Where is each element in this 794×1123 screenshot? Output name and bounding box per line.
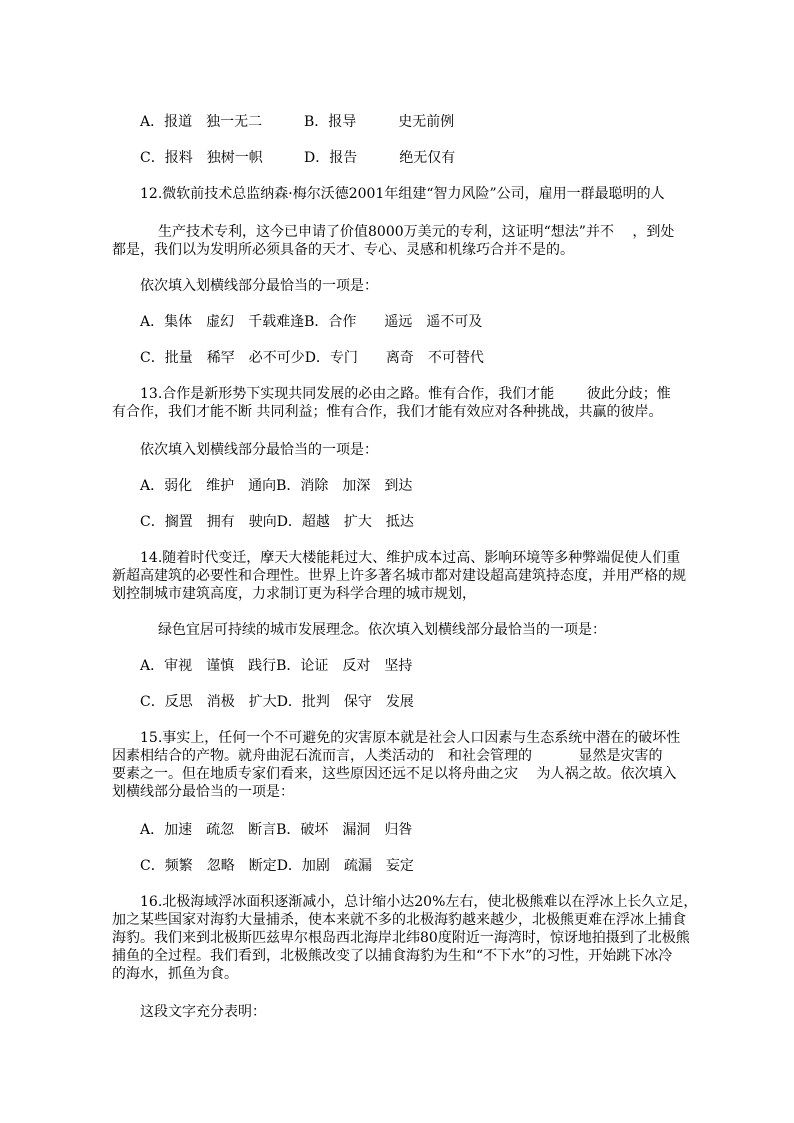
q11-option-c: C．报料 独树一帜 — [140, 150, 263, 166]
q15-options-row-2: C．频繁 忽略 断定D．加剧 疏漏 妄定 — [140, 858, 414, 874]
q14-options-row-1: A．审视 谨慎 践行B．论证 反对 坚持 — [140, 658, 413, 674]
q13-options-row-1: A．弱化 维护 通向B．消除 加深 到达 — [140, 478, 413, 494]
q16-line-5: 的海水，抓鱼为食。 — [112, 966, 238, 982]
q14-line-1: 14.随着时代变迁，摩天大楼能耗过大、维护成本过高、影响环境等多种弊端促使人们重 — [140, 550, 681, 566]
q11-option-b: B．报导 史无前例 — [304, 114, 455, 130]
q11-option-d: D．报告 绝无仅有 — [304, 150, 456, 166]
q12-line-3: 都是，我们以为发明所必须具备的天才、专心、灵感和机缘巧合并不是的。 — [112, 242, 574, 258]
q14-line-4: 绿色宜居可持续的城市发展理念。依次填入划横线部分最恰当的一项是： — [158, 622, 606, 638]
q15-line-1: 15.事实上，任何一个不可避免的灾害原本就是社会人口因素与生态系统中潜在的破坏性 — [140, 730, 681, 746]
q15-line-2: 因素相结合的产物。就舟曲泥石流而言，人类活动的 和社会管理的 显然是灾害的 — [112, 748, 663, 764]
q13-line-1: 13.合作是新形势下实现共同发展的必由之路。惟有合作，我们才能 彼此分歧；惟 — [140, 386, 671, 402]
q12-prompt: 依次填入划横线部分最恰当的一项是： — [140, 278, 378, 294]
q14-line-2: 新超高建筑的必要性和合理性。世界上许多著名城市都对建设超高建筑持态度，并用严格的规 — [112, 568, 686, 584]
q16-line-4: 捕鱼的全过程。我们看到，北极熊改变了以捕食海豹为生和“不下水”的习性，开始跳下冰冷 — [112, 948, 673, 964]
q16-line-1: 16.北极海域浮冰面积逐渐减小，总计缩小达20%左右，使北极熊难以在浮冰上长久立足， — [140, 894, 698, 910]
q13-options-row-2: C．搁置 拥有 驶向D．超越 扩大 抵达 — [140, 514, 414, 530]
q11-option-a: A．报道 独一无二 — [140, 114, 263, 130]
q12-options-row-2: C．批量 稀罕 必不可少D．专门 离奇 不可替代 — [140, 350, 484, 366]
q15-options-row-1: A．加速 疏忽 断言B．破坏 漏洞 归咎 — [140, 822, 413, 838]
q12-line-2: 生产技术专利，这今已申请了价值8000万美元的专利，这证明“想法”并不 ，到处 — [158, 224, 675, 240]
q12-line-1: 12.微软前技术总监纳森·梅尔沃德2001年组建“智力风险”公司，雇用一群最聪明的人 — [140, 186, 665, 202]
q16-line-3: 海豹。我们来到北极斯匹兹卑尔根岛西北海岸北纬80度附近一海湾时，惊讶地拍摄到了北极熊 — [112, 930, 690, 946]
q13-line-2: 有合作，我们才能不断 共同利益；惟有合作，我们才能有效应对各种挑战，共赢的彼岸。 — [112, 404, 663, 420]
q15-line-3: 要素之一。但在地质专家们看来，这些原因还远不足以将舟曲之灾 为人祸之故。依次填入 — [112, 766, 677, 782]
q16-prompt: 这段文字充分表明： — [140, 1004, 266, 1020]
q12-options-row-1: A．集体 虚幻 千载难逢B．合作 遥远 遥不可及 — [140, 314, 483, 330]
q16-line-2: 加之某些国家对海豹大量捕杀，使本来就不多的北极海豹越来越少，北极熊更难在浮冰上捕食 — [112, 912, 686, 928]
q14-line-3: 划控制城市建筑高度，力求制订更为科学合理的城市规划， — [112, 586, 476, 602]
q15-line-4: 划横线部分最恰当的一项是： — [112, 784, 294, 800]
q14-options-row-2: C．反思 消极 扩大D．批判 保守 发展 — [140, 694, 414, 710]
q13-prompt: 依次填入划横线部分最恰当的一项是： — [140, 442, 378, 458]
